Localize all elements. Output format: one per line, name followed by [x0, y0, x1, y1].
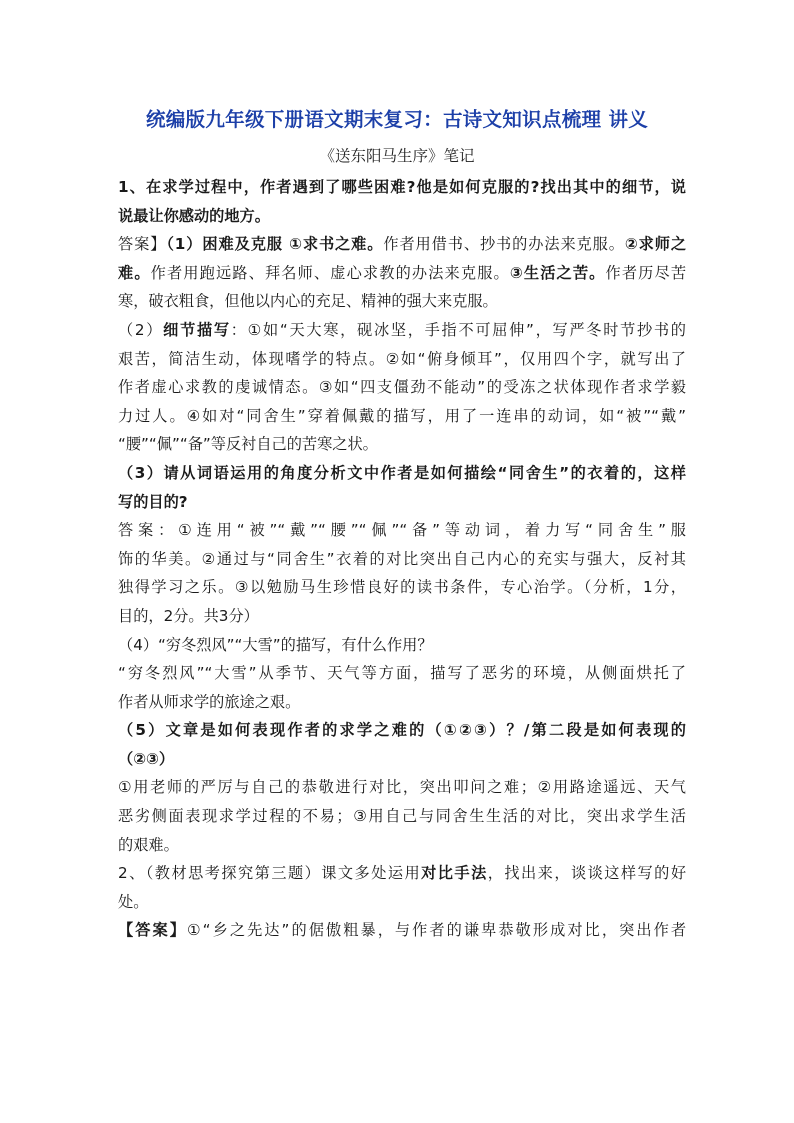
- text-segment: 作者用借书、抄书的办法来克服。: [383, 235, 625, 254]
- text-segment: ①“乡之先达”的倨傲粗暴，与作者的谦卑恭敬形成对比，突出作者: [186, 921, 686, 940]
- text-line: 寒，破衣粗食，但他以内心的充足、精神的强大来克服。: [118, 292, 498, 311]
- text-line: ①用老师的严厉与自己的恭敬进行对比，突出叩问之难；②用路途遥远、天气: [118, 778, 686, 797]
- text-line: 1、在求学过程中，作者遇到了哪些困难?他是如何克服的?找出其中的细节，说: [118, 178, 686, 196]
- text-line: 饰的华美。②通过与“同舍生”衣着的对比突出自己内心的充实与强大，反衬其: [118, 549, 686, 568]
- text-line: 作者从师求学的旅途之艰。: [118, 692, 301, 711]
- text-segment: 2、（教材思考探究第三题）课文多处运用: [118, 864, 422, 883]
- text-line: 处。: [118, 892, 149, 911]
- text-line: 艰苦，简洁生动，体现嗜学的特点。②如“俯身倾耳”，仅用四个字，就写出了: [118, 349, 686, 368]
- text-segment: （1）困难及克服 ①求书之难。: [166, 235, 384, 254]
- text-line: 独得学习之乐。③以勉励马生珍惜良好的读书条件，专心治学。（分析，1分，: [118, 578, 686, 597]
- text-line: 答案：①连用“被”“戴”“腰”“佩”“备”等动词，着力写“同舍生”服: [118, 521, 686, 540]
- text-segment: 对比手法: [421, 864, 488, 883]
- text-line: 力过人。④如对“同舍生”穿着佩戴的描写，用了一连串的动词，如“被”“戴”: [118, 406, 686, 425]
- text-line: （4）“穷冬烈风”“大雪”的描写，有什么作用？: [118, 635, 433, 654]
- text-segment: ：①如“天大寒，砚冰坚，手指不可屈伸”，写严冬时节抄书的: [230, 320, 686, 339]
- text-line: 说最让你感动的地方。: [118, 206, 270, 225]
- text-segment: 细节描写: [163, 320, 231, 339]
- text-line: 作者虚心求教的虔诚情态。③如“四支僵劲不能动”的受冻之状体现作者求学毅: [118, 378, 686, 397]
- document-body: [118, 173, 686, 945]
- text-segment: ③生活之苦。: [509, 263, 606, 282]
- text-line: “腰”“佩”“备”等反衬自己的苦寒之状。: [118, 435, 378, 454]
- text-segment: 答案】: [118, 235, 167, 254]
- text-line: [118, 859, 686, 888]
- text-segment: （2）: [118, 320, 164, 339]
- text-line: “穷冬烈风”“大雪”从季节、天气等方面，描写了恶劣的环境，从侧面烘托了: [118, 664, 686, 683]
- text-line: （3）请从词语运用的角度分析文中作者是如何描绘“同舍生”的衣着的，这样: [118, 463, 686, 482]
- text-line: 写的目的?: [118, 492, 188, 511]
- text-line: （5）文章是如何表现作者的求学之难的（①②③）？/第二段是如何表现的: [118, 721, 686, 740]
- text-segment: 【答案】: [118, 921, 187, 940]
- text-segment: ，找出来，谈谈这样写的好: [487, 864, 686, 883]
- document-subtitle: 《送东阳马生序》笔记: [319, 147, 475, 165]
- text-segment: 作者用跑远路、拜名师、虚心求教的办法来克服。: [150, 263, 510, 282]
- text-line: 的艰难。: [118, 835, 179, 854]
- text-segment: ②求师之: [624, 235, 686, 254]
- text-line: 目的，2分。共3分）: [118, 606, 259, 625]
- text-line: （②③）: [118, 749, 175, 768]
- text-line: [118, 916, 686, 945]
- text-line: 恶劣侧面表现求学过程的不易；③用自己与同舍生生活的对比，突出求学生活: [118, 807, 686, 826]
- text-line: [118, 230, 686, 259]
- document-title: 统编版九年级下册语文期末复习：古诗文知识点梳理 讲义: [145, 108, 649, 131]
- text-line: [118, 259, 686, 288]
- text-segment: 难。: [118, 263, 151, 282]
- text-line: [118, 316, 686, 345]
- text-segment: 作者历尽苦: [605, 263, 686, 282]
